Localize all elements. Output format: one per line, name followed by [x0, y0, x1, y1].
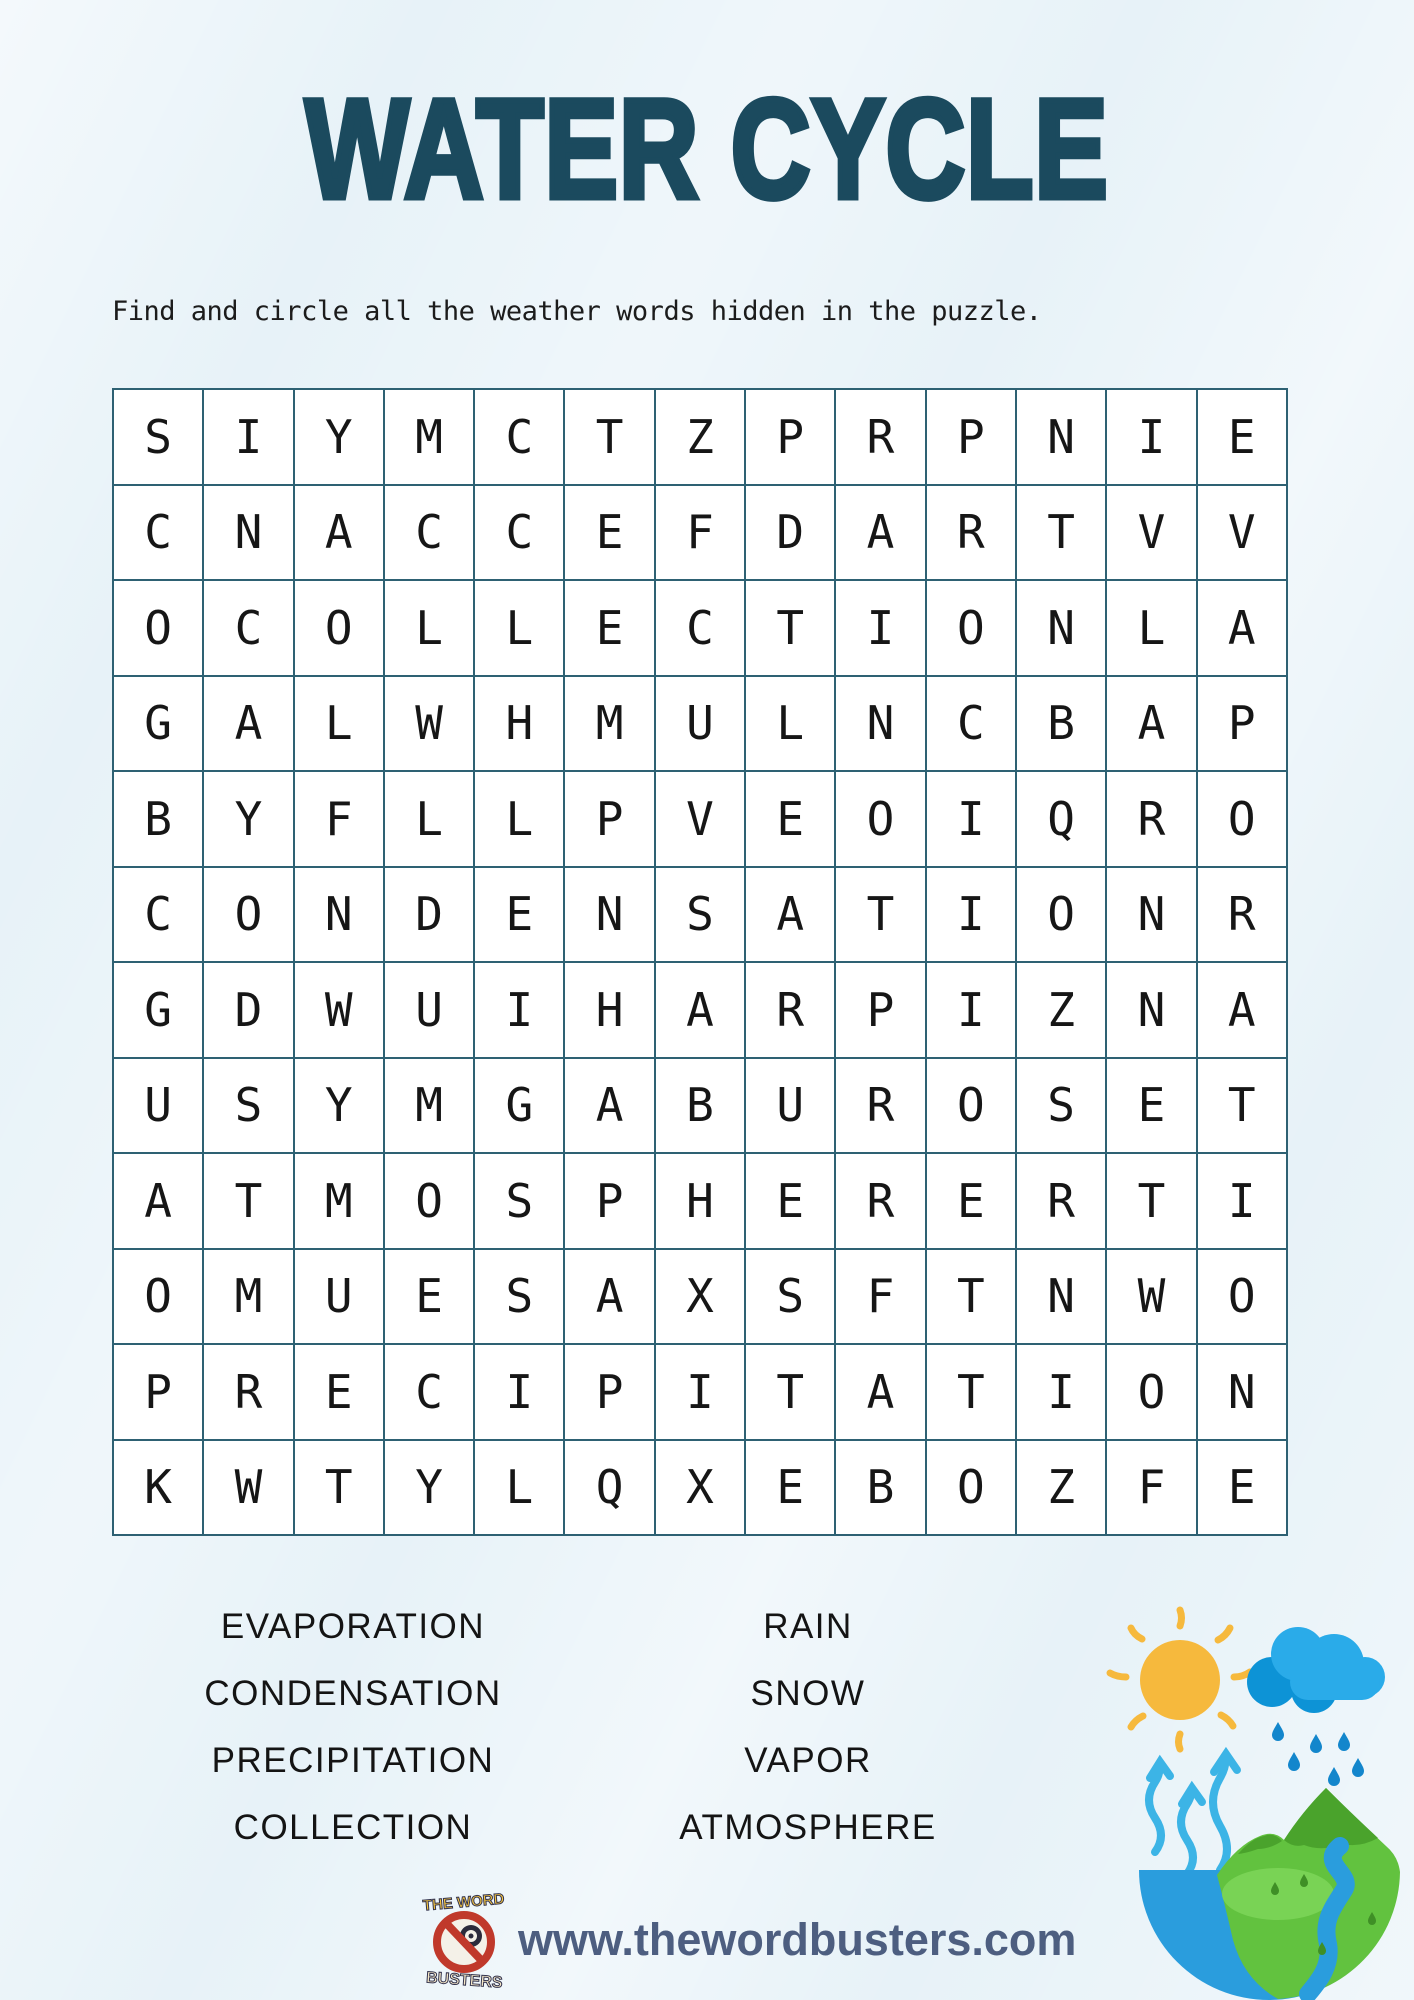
grid-cell[interactable]: A — [1107, 677, 1197, 773]
grid-cell[interactable]: I — [927, 963, 1017, 1059]
grid-cell[interactable]: Y — [295, 1059, 385, 1155]
grid-cell[interactable]: A — [565, 1250, 655, 1346]
logo-bottom-text: BUSTERS — [425, 1969, 504, 1992]
grid-cell[interactable]: Z — [1017, 1441, 1107, 1537]
grid-cell[interactable]: Z — [656, 390, 746, 486]
grid-cell[interactable]: N — [1198, 1345, 1288, 1441]
grid-cell[interactable]: C — [656, 581, 746, 677]
grid-cell[interactable]: U — [746, 1059, 836, 1155]
grid-cell[interactable]: F — [656, 486, 746, 582]
grid-cell[interactable]: H — [656, 1154, 746, 1250]
grid-cell[interactable]: L — [295, 677, 385, 773]
grid-cell[interactable]: T — [295, 1441, 385, 1537]
grid-cell[interactable]: D — [746, 486, 836, 582]
grid-cell[interactable]: O — [385, 1154, 475, 1250]
raindrops-icon — [1272, 1722, 1364, 1786]
grid-cell[interactable]: I — [204, 390, 294, 486]
grid-cell[interactable]: E — [385, 1250, 475, 1346]
grid-cell[interactable]: G — [475, 1059, 565, 1155]
grid-cell[interactable]: O — [204, 868, 294, 964]
grid-cell[interactable]: P — [1198, 677, 1288, 773]
grid-cell[interactable]: D — [385, 868, 475, 964]
grid-cell[interactable]: F — [1107, 1441, 1197, 1537]
grid-cell[interactable]: E — [1198, 1441, 1288, 1537]
grid-cell[interactable]: G — [114, 963, 204, 1059]
grid-cell[interactable]: M — [565, 677, 655, 773]
grid-cell[interactable]: Q — [565, 1441, 655, 1537]
grid-cell[interactable]: L — [475, 1441, 565, 1537]
grid-cell[interactable]: H — [565, 963, 655, 1059]
grid-cell[interactable]: A — [204, 677, 294, 773]
sun-icon — [1110, 1610, 1250, 1749]
grid-cell[interactable]: W — [295, 963, 385, 1059]
grid-cell[interactable]: C — [204, 581, 294, 677]
grid-cell[interactable]: X — [656, 1250, 746, 1346]
grid-cell[interactable]: O — [1107, 1345, 1197, 1441]
word-list-left — [118, 1607, 588, 1875]
grid-cell[interactable]: A — [114, 1154, 204, 1250]
grid-cell[interactable]: E — [1198, 390, 1288, 486]
grid-cell[interactable]: M — [385, 1059, 475, 1155]
grid-cell[interactable]: E — [1107, 1059, 1197, 1155]
grid-cell[interactable]: C — [927, 677, 1017, 773]
grid-cell[interactable]: G — [114, 677, 204, 773]
grid-cell[interactable]: B — [656, 1059, 746, 1155]
grid-cell[interactable]: T — [1107, 1154, 1197, 1250]
grid-cell[interactable]: B — [1017, 677, 1107, 773]
grid-cell[interactable]: E — [565, 486, 655, 582]
grid-cell[interactable]: Z — [1017, 963, 1107, 1059]
grid-cell[interactable]: O — [836, 772, 926, 868]
grid-cell[interactable]: F — [836, 1250, 926, 1346]
grid-cell[interactable]: O — [114, 1250, 204, 1346]
grid-cell[interactable]: E — [746, 1154, 836, 1250]
grid-cell[interactable]: T — [1017, 486, 1107, 582]
grid-cell[interactable]: I — [656, 1345, 746, 1441]
grid-cell[interactable]: T — [204, 1154, 294, 1250]
grid-cell[interactable]: V — [656, 772, 746, 868]
grid-cell[interactable]: S — [204, 1059, 294, 1155]
grid-cell[interactable]: L — [385, 581, 475, 677]
grid-cell[interactable]: R — [836, 1154, 926, 1250]
grid-cell[interactable]: S — [1017, 1059, 1107, 1155]
grid-cell[interactable]: T — [836, 868, 926, 964]
grid-cell[interactable]: F — [295, 772, 385, 868]
grid-cell[interactable]: M — [295, 1154, 385, 1250]
grid-cell[interactable]: T — [746, 1345, 836, 1441]
word-list-item: RAIN — [763, 1607, 853, 1646]
grid-cell[interactable]: W — [204, 1441, 294, 1537]
grid-cell[interactable]: P — [565, 1154, 655, 1250]
grid-cell[interactable]: O — [927, 1441, 1017, 1537]
grid-cell[interactable]: N — [1017, 1250, 1107, 1346]
word-list-item: VAPOR — [744, 1741, 872, 1780]
grid-cell[interactable]: L — [385, 772, 475, 868]
grid-cell[interactable]: V — [1107, 486, 1197, 582]
grid-cell[interactable]: S — [475, 1250, 565, 1346]
word-list-item: SNOW — [750, 1674, 866, 1713]
grid-cell[interactable]: U — [114, 1059, 204, 1155]
grid-cell[interactable]: N — [295, 868, 385, 964]
grid-cell[interactable]: C — [475, 390, 565, 486]
grid-cell[interactable]: C — [385, 486, 475, 582]
grid-cell[interactable]: O — [114, 581, 204, 677]
logo-top-text: THE WORD — [422, 1890, 506, 1915]
grid-cell[interactable]: L — [746, 677, 836, 773]
water-cycle-illustration — [1082, 1582, 1414, 2000]
grid-cell[interactable]: W — [385, 677, 475, 773]
grid-cell[interactable]: R — [1017, 1154, 1107, 1250]
grid-cell[interactable]: N — [204, 486, 294, 582]
grid-cell[interactable]: T — [1198, 1059, 1288, 1155]
word-list-item: PRECIPITATION — [211, 1741, 495, 1780]
grid-cell[interactable]: N — [1017, 581, 1107, 677]
grid-cell[interactable]: E — [746, 772, 836, 868]
grid-cell[interactable]: U — [385, 963, 475, 1059]
wordbusters-logo — [418, 1890, 510, 1992]
grid-cell[interactable]: A — [565, 1059, 655, 1155]
grid-cell[interactable]: N — [565, 868, 655, 964]
grid-cell[interactable]: M — [385, 390, 475, 486]
grid-cell[interactable]: R — [1198, 868, 1288, 964]
grid-cell[interactable]: S — [656, 868, 746, 964]
grid-cell[interactable]: H — [475, 677, 565, 773]
grid-cell[interactable]: O — [927, 581, 1017, 677]
grid-cell[interactable]: Y — [295, 390, 385, 486]
grid-cell[interactable]: R — [836, 390, 926, 486]
grid-cell[interactable]: S — [114, 390, 204, 486]
word-list-item: CONDENSATION — [204, 1674, 502, 1713]
grid-cell[interactable]: O — [295, 581, 385, 677]
grid-cell[interactable]: A — [836, 1345, 926, 1441]
word-list-item: COLLECTION — [233, 1808, 473, 1847]
grid-cell[interactable]: L — [475, 772, 565, 868]
grid-cell[interactable]: P — [114, 1345, 204, 1441]
grid-cell[interactable]: N — [836, 677, 926, 773]
grid-cell[interactable]: I — [1198, 1154, 1288, 1250]
grid-cell[interactable]: T — [565, 390, 655, 486]
grid-cell[interactable]: C — [385, 1345, 475, 1441]
word-list-item: EVAPORATION — [220, 1607, 486, 1646]
grid-cell[interactable]: I — [927, 772, 1017, 868]
grid-cell[interactable]: V — [1198, 486, 1288, 582]
grid-cell[interactable]: E — [565, 581, 655, 677]
website-url: www.thewordbusters.com — [518, 1914, 1077, 1965]
grid-cell[interactable]: S — [746, 1250, 836, 1346]
grid-cell[interactable]: E — [746, 1441, 836, 1537]
grid-cell[interactable]: Y — [385, 1441, 475, 1537]
grid-cell[interactable]: N — [1107, 868, 1197, 964]
grid-cell[interactable]: X — [656, 1441, 746, 1537]
grid-cell[interactable]: D — [204, 963, 294, 1059]
grid-cell[interactable]: M — [204, 1250, 294, 1346]
grid-cell[interactable]: P — [836, 963, 926, 1059]
grid-cell[interactable]: I — [927, 868, 1017, 964]
grid-cell[interactable]: A — [1198, 963, 1288, 1059]
grid-cell[interactable]: U — [295, 1250, 385, 1346]
grid-cell[interactable]: A — [1198, 581, 1288, 677]
grid-cell[interactable]: R — [1107, 772, 1197, 868]
page-title: WATER CYCLE — [305, 70, 1109, 228]
grid-cell[interactable]: O — [1017, 868, 1107, 964]
grid-cell[interactable]: O — [927, 1059, 1017, 1155]
grid-cell[interactable]: E — [927, 1154, 1017, 1250]
grid-cell[interactable]: P — [746, 390, 836, 486]
grid-cell[interactable]: P — [927, 390, 1017, 486]
grid-cell[interactable]: U — [656, 677, 746, 773]
grid-cell[interactable]: E — [295, 1345, 385, 1441]
grid-cell[interactable]: C — [114, 868, 204, 964]
instructions-text: Find and circle all the weather words hidden in the puzzle. — [112, 296, 1042, 327]
grid-cell[interactable]: A — [295, 486, 385, 582]
grid-cell[interactable]: I — [1107, 390, 1197, 486]
grid-cell[interactable]: I — [475, 1345, 565, 1441]
grid-cell[interactable]: A — [656, 963, 746, 1059]
grid-cell[interactable]: P — [565, 772, 655, 868]
grid-cell[interactable]: Y — [204, 772, 294, 868]
grid-cell[interactable]: W — [1107, 1250, 1197, 1346]
rain-cloud-icon — [1247, 1627, 1385, 1713]
grid-cell[interactable]: B — [114, 772, 204, 868]
grid-cell[interactable]: A — [836, 486, 926, 582]
grid-cell[interactable]: T — [927, 1345, 1017, 1441]
grid-cell[interactable]: R — [204, 1345, 294, 1441]
grid-cell[interactable]: I — [1017, 1345, 1107, 1441]
grid-cell[interactable]: B — [836, 1441, 926, 1537]
grid-cell[interactable]: T — [927, 1250, 1017, 1346]
evaporation-arrows-icon — [1149, 1754, 1237, 1874]
grid-cell[interactable]: R — [836, 1059, 926, 1155]
grid-cell[interactable]: K — [114, 1441, 204, 1537]
grid-cell[interactable]: Q — [1017, 772, 1107, 868]
grid-cell[interactable]: O — [1198, 1250, 1288, 1346]
grid-cell[interactable]: S — [475, 1154, 565, 1250]
grid-cell[interactable]: C — [114, 486, 204, 582]
grid-cell[interactable]: N — [1017, 390, 1107, 486]
grid-cell[interactable]: T — [746, 581, 836, 677]
grid-cell[interactable]: E — [475, 868, 565, 964]
grid-cell[interactable]: A — [746, 868, 836, 964]
grid-cell[interactable]: L — [475, 581, 565, 677]
grid-cell[interactable]: P — [565, 1345, 655, 1441]
grid-cell[interactable]: I — [475, 963, 565, 1059]
grid-cell[interactable]: L — [1107, 581, 1197, 677]
word-list-item: ATMOSPHERE — [679, 1808, 937, 1847]
grid-cell[interactable]: O — [1198, 772, 1288, 868]
word-search-grid — [112, 388, 1288, 1536]
grid-cell[interactable]: R — [746, 963, 836, 1059]
grid-cell[interactable]: N — [1107, 963, 1197, 1059]
grid-cell[interactable]: I — [836, 581, 926, 677]
word-list-right — [578, 1607, 1038, 1875]
grid-cell[interactable]: C — [475, 486, 565, 582]
grid-cell[interactable]: R — [927, 486, 1017, 582]
